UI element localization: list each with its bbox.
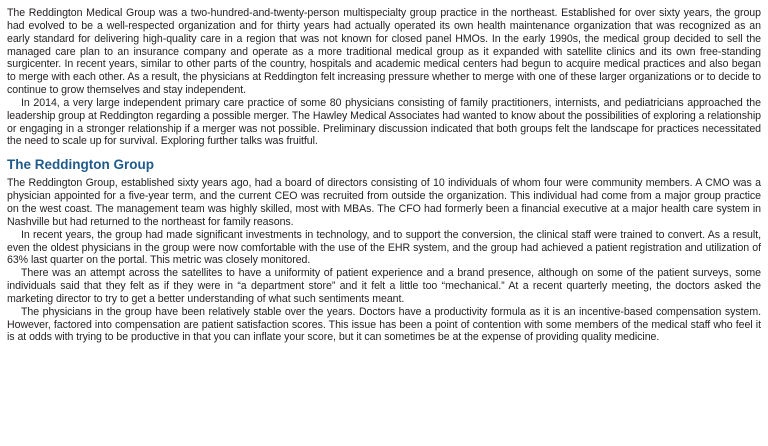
section-heading: The Reddington Group [7,157,154,173]
intro-paragraph-1: The Reddington Medical Group was a two-hundred-and-twenty-person multispecialty group practice in the northeast. Established for over sixty years, the group had evolved to be a well-respected organization and for thirty years had actually operated its own health maintenance organization that was recognized as an early standard for delivering high-quality care in a region that was not known for closed panel HMOs. In the early 1990s, the medical group decided to sell the managed care plan to an insurance company and operate as a more traditional medical group as it expanded with satellite clinics and its own free-standing surgicenter. In recent years, similar to other parts of the country, hospitals and academic medical centers had begun to acquire medical practices and also began to merge with each other. As a result, the physicians at Reddington felt increasing pressure whether to merge with one of these larger organizations or to decide to continue to grow themselves and stay independent. [7,7,761,97]
section-paragraph-4: The physicians in the group have been relatively stable over the years. Doctors have a productivity formula as it is an incentive-based compensation system. However, factored into compensation are patient satisfaction scores. This issue has been a point of contention with some members of the medical staff who feel it is at odds with trying to be productive in that you can inflate your score, but it can sometimes be at the expense of providing quality medicine. [7,305,761,344]
section-paragraph-2: In recent years, the group had made significant investments in technology, and to support the conversion, the clinical staff were trained to convert. As a result, even the oldest physicians in the group were now comfortable with the use of the EHR system, and the group had achieved a patient registration and utilization of 63% last quarter on the portal. This metric was closely monitored. [7,228,761,267]
section-paragraph-1: The Reddington Group, established sixty years ago, had a board of directors consisting of 10 individuals of whom four were community members. A CMO was a physician appointed for a five-year term, and the current CEO was recruited from outside the organization. This individual had come from a major group practice on the west coast. The management team was highly skilled, most with MBAs. The CFO had formerly been a financial executive at a major health care system in Nashville but had returned to the northeast for family reasons. [7,177,761,228]
document-page [7,7,761,344]
section-paragraph-3: There was an attempt across the satellites to have a uniformity of patient experience and a brand presence, although on some of the patient surveys, some individuals said that they felt as if they were in “a department store” and it felt a little too “mechanical.” At a recent quarterly meeting, the doctors asked the marketing director to try to get a better understanding of what such sentiments meant. [7,267,761,305]
intro-paragraph-2: In 2014, a very large independent primary care practice of some 80 physicians consisting of family practitioners, internists, and pediatricians approached the leadership group at Reddington regarding a possible merger. The Hawley Medical Associates had wanted to know about the possibilities of exploring a relationship or engaging in a stronger relationship if a merger was not possible. Preliminary discussion indicated that both groups felt the landscape for practices necessitated the need to scale up for survival. Exploring further talks was fruitful. [7,96,761,148]
